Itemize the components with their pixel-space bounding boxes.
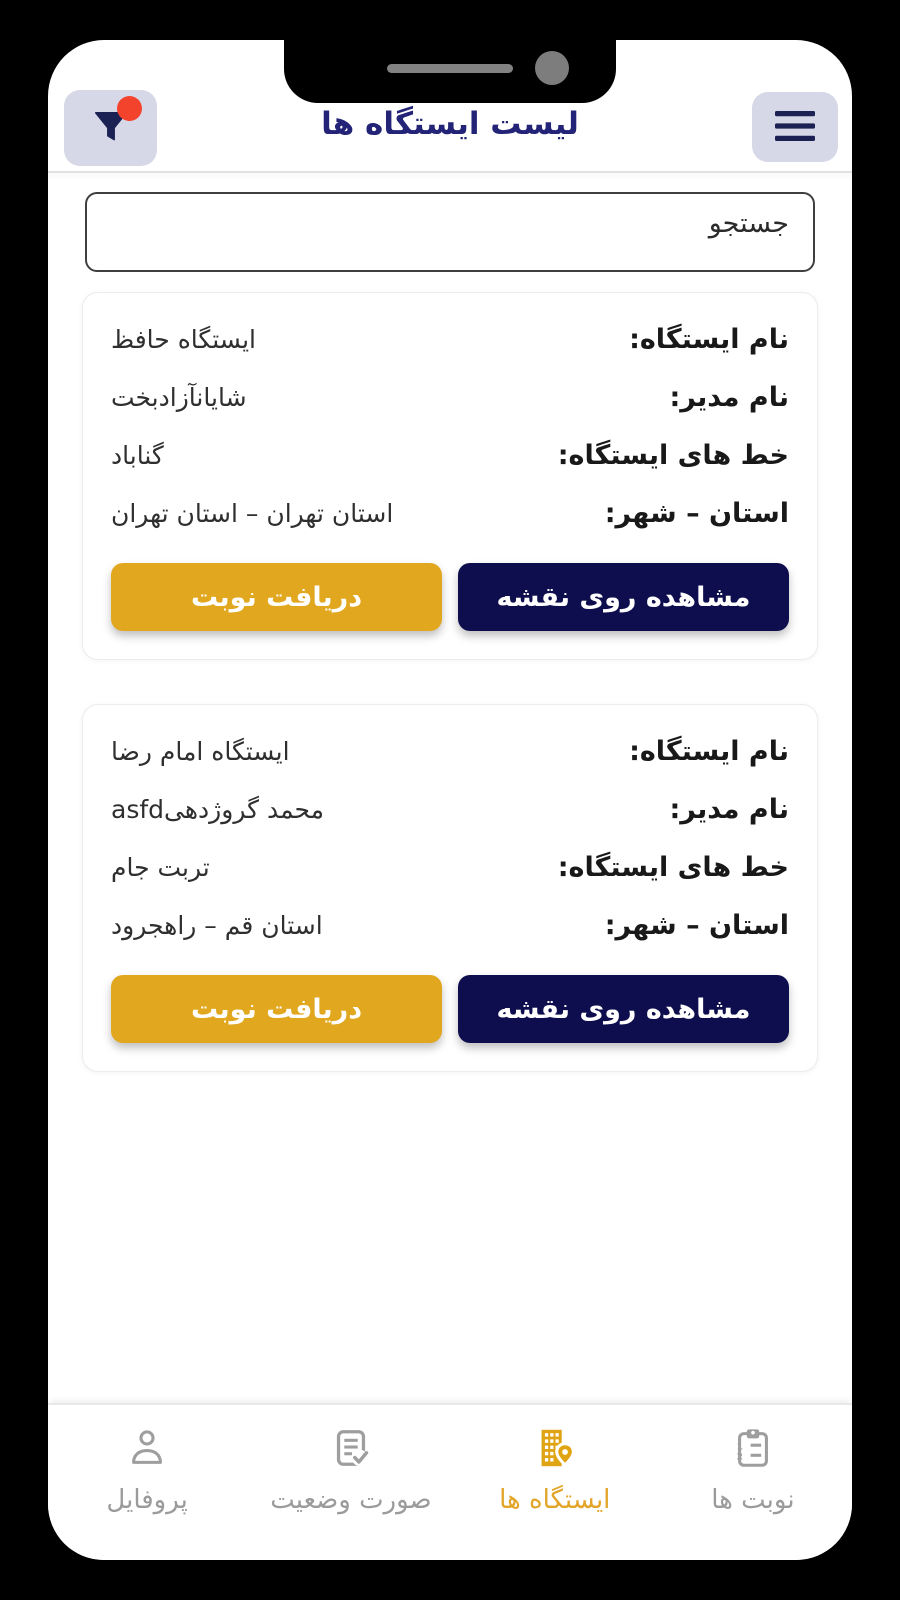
station-lines-value: گناباد (111, 441, 164, 470)
search-field (85, 192, 815, 272)
svg-text:1: 1 (736, 1442, 743, 1453)
phone-notch (284, 40, 616, 103)
manager-name-row (111, 381, 789, 415)
station-name-label: نام ایستگاه: (629, 324, 789, 355)
province-city-label: استان – شهر: (604, 498, 789, 529)
card-actions (111, 975, 789, 1043)
hamburger-icon (772, 108, 818, 147)
front-camera (535, 51, 569, 85)
manager-name-value: شایانآزادبخت (111, 383, 247, 412)
nav-item-stations[interactable] (480, 1425, 630, 1515)
stations-icon (532, 1425, 578, 1475)
manager-name-value: محمد گروژدهیasfd (111, 795, 325, 824)
nav-item-appointments[interactable] (678, 1425, 828, 1515)
bottom-nav (48, 1403, 852, 1560)
view-on-map-button[interactable]: مشاهده روی نقشه (458, 563, 789, 631)
station-name-row (111, 323, 789, 357)
page-title: لیست ایستگاه ها (321, 106, 579, 142)
station-name-value: ایستگاه حافظ (111, 325, 256, 354)
station-lines-row (111, 851, 789, 885)
province-city-row (111, 497, 789, 531)
nav-item-status-report[interactable] (270, 1425, 431, 1515)
manager-name-row (111, 793, 789, 827)
nav-label-appointments: نوبت ها (711, 1485, 795, 1515)
search-input[interactable] (111, 208, 789, 239)
station-card (82, 704, 818, 1072)
phone-screen (48, 40, 852, 1560)
station-name-row (111, 735, 789, 769)
status-report-icon (328, 1425, 374, 1475)
profile-icon (124, 1425, 170, 1475)
manager-name-label: نام مدیر: (669, 794, 789, 825)
nav-item-profile[interactable] (72, 1425, 222, 1515)
province-city-label: استان – شهر: (604, 910, 789, 941)
province-city-value: استان قم – راهجرود (111, 911, 323, 940)
nav-label-stations: ایستگاه ها (499, 1485, 611, 1515)
station-lines-row (111, 439, 789, 473)
appointments-icon (730, 1425, 776, 1475)
svg-text:2: 2 (736, 1452, 743, 1463)
manager-name-label: نام مدیر: (669, 382, 789, 413)
station-name-value: ایستگاه امام رضا (111, 737, 290, 766)
get-appointment-button[interactable]: دریافت نوبت (111, 563, 442, 631)
province-city-row (111, 909, 789, 943)
view-on-map-button[interactable]: مشاهده روی نقشه (458, 975, 789, 1043)
card-actions (111, 563, 789, 631)
station-lines-label: خط های ایستگاه: (557, 440, 789, 471)
province-city-value: استان تهران – استان تهران (111, 499, 394, 528)
header-divider (48, 171, 852, 173)
get-appointment-button[interactable]: دریافت نوبت (111, 975, 442, 1043)
nav-label-status-report: صورت وضعیت (270, 1485, 432, 1515)
station-lines-label: خط های ایستگاه: (557, 852, 789, 883)
menu-button[interactable] (752, 92, 838, 162)
station-lines-value: تربت جام (111, 853, 210, 882)
station-card (82, 292, 818, 660)
nav-label-profile: پروفایل (106, 1485, 188, 1515)
station-name-label: نام ایستگاه: (629, 736, 789, 767)
speaker-grille (387, 64, 513, 73)
